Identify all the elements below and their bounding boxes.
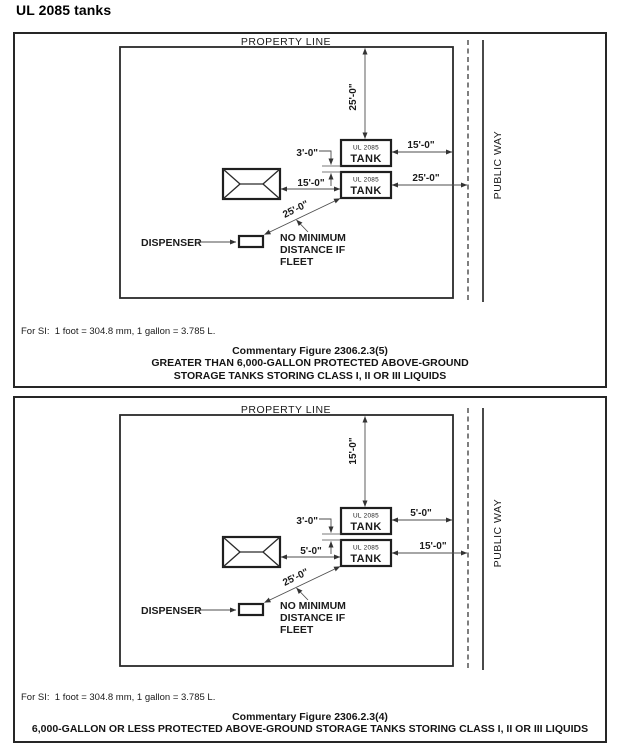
dim-building-to-tank-label: 15'-0"	[297, 178, 325, 189]
no-minimum-line3: FLEET	[280, 624, 314, 636]
tank-lower	[341, 172, 391, 198]
figure-caption	[15, 345, 605, 382]
no-minimum-note	[280, 588, 346, 636]
dim-tank-to-property-label: 15'-0"	[407, 140, 435, 151]
dispenser-rect	[239, 236, 263, 247]
no-minimum-line1: NO MINIMUM	[280, 232, 346, 244]
dim-tank-gap-label: 3'-0"	[296, 148, 318, 159]
tank-lower-label: TANK	[350, 553, 382, 565]
figure-panel-greater-than-6000-gallon	[13, 32, 607, 388]
si-conversion-note: For SI: 1 foot = 304.8 mm, 1 gallon = 3.785 L.	[21, 326, 216, 337]
figure-caption-title: Commentary Figure 2306.2.3(4)	[232, 711, 388, 723]
dim-dispenser-to-tank-label: 25'-0"	[281, 566, 311, 589]
no-minimum-line2: DISTANCE IF	[280, 244, 346, 256]
tank-upper	[341, 508, 391, 534]
tank-upper-label: TANK	[350, 521, 382, 533]
dim-top-setback-label: 15'-0"	[348, 437, 359, 465]
building	[223, 169, 280, 199]
property-line-label: PROPERTY LINE	[240, 36, 332, 48]
tank-upper-ul-label: UL 2085	[352, 512, 380, 520]
dim-building-to-tank-label: 5'-0"	[300, 546, 322, 557]
dim-tank-to-public-way-label: 25'-0"	[412, 173, 440, 184]
dispenser-label: DISPENSER	[141, 605, 202, 617]
dim-tank-to-public-way-label: 15'-0"	[419, 541, 447, 552]
no-minimum-line1: NO MINIMUM	[280, 600, 346, 612]
dispenser	[141, 604, 263, 617]
no-minimum-line3: FLEET	[280, 256, 314, 268]
tank-lower-label: TANK	[350, 185, 382, 197]
tank-lower-ul-label: UL 2085	[352, 176, 380, 184]
tank-lower-ul-label: UL 2085	[352, 544, 380, 552]
tank-upper	[341, 140, 391, 166]
tank-upper-ul-label: UL 2085	[352, 144, 380, 152]
figure-panel-6000-gallon-or-less	[13, 396, 607, 743]
public-way-label: PUBLIC WAY	[492, 498, 504, 568]
dispenser	[141, 236, 263, 249]
dim-dispenser-to-tank-label: 25'-0"	[281, 198, 311, 221]
property-line-label: PROPERTY LINE	[240, 404, 332, 416]
si-conversion-note: For SI: 1 foot = 304.8 mm, 1 gallon = 3.785 L.	[21, 692, 216, 703]
figure-caption-line: STORAGE TANKS STORING CLASS I, II OR III LIQUIDS	[173, 369, 447, 382]
tank-upper-label: TANK	[350, 153, 382, 165]
dim-top-setback-label: 25'-0"	[348, 83, 359, 111]
site-diagram-2	[15, 398, 603, 674]
figure-caption-line: GREATER THAN 6,000-GALLON PROTECTED ABOVE-GROUND	[151, 357, 469, 370]
figure-caption	[15, 711, 605, 736]
no-minimum-note	[280, 220, 346, 268]
dim-tank-to-property-label: 5'-0"	[410, 508, 432, 519]
figure-caption-title: Commentary Figure 2306.2.3(5)	[232, 345, 388, 357]
public-way-label: PUBLIC WAY	[492, 130, 504, 200]
no-minimum-line2: DISTANCE IF	[280, 612, 346, 624]
dispenser-rect	[239, 604, 263, 615]
dispenser-label: DISPENSER	[141, 237, 202, 249]
site-diagram-1	[15, 34, 603, 310]
tank-lower	[341, 540, 391, 566]
figure-caption-line: 6,000-GALLON OR LESS PROTECTED ABOVE-GROUND STORAGE TANKS STORING CLASS I, II OR III LIQUIDS	[31, 723, 589, 736]
building	[223, 537, 280, 567]
page-title: UL 2085 tanks	[16, 2, 112, 18]
dim-tank-gap-label: 3'-0"	[296, 516, 318, 527]
